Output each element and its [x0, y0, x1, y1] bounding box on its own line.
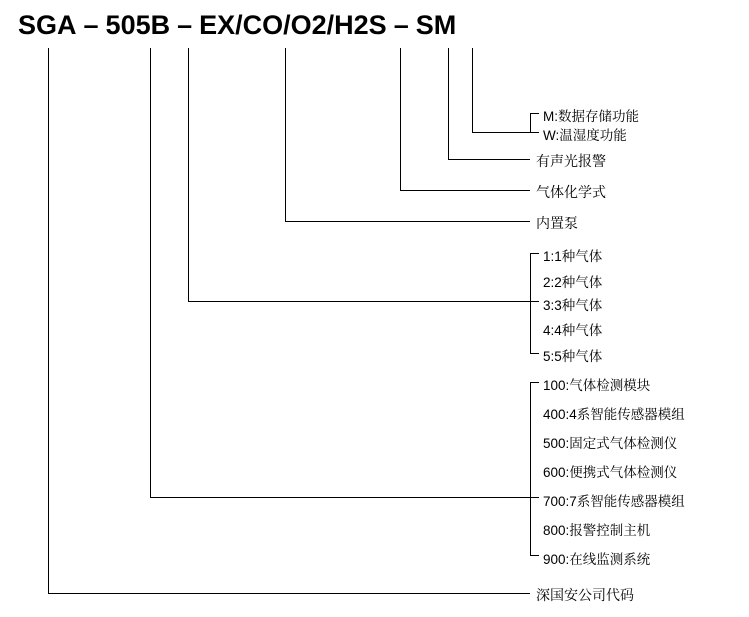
bracket-tick-series-700 [530, 497, 539, 498]
label-internal-pump: 内置泵 [536, 215, 578, 231]
model-code-segment-gases: EX/CO/O2/H2S [199, 10, 387, 40]
bracket-tick-suffix-w [530, 132, 539, 133]
model-code-segment-series: 505B [105, 10, 171, 40]
leader-line-series [150, 48, 151, 497]
label-gas-count-4: 4:4种气体 [543, 323, 603, 338]
label-series-100: 100:气体检测模块 [543, 378, 651, 393]
bracket-suffix-options [530, 113, 531, 132]
leader-connector-gas-formula [400, 190, 530, 191]
leader-connector-internal-pump [285, 221, 530, 222]
leader-line-internal-pump [285, 48, 286, 221]
leader-line-suffix-alarm [448, 48, 449, 159]
label-series-500: 500:固定式气体检测仪 [543, 436, 678, 451]
bracket-series [530, 382, 531, 555]
label-gas-count-1: 1:1种气体 [543, 249, 603, 264]
label-gas-chemical-formula: 气体化学式 [536, 184, 606, 200]
leader-connector-company-code [48, 593, 530, 594]
label-suffix-option-w: W:温湿度功能 [543, 128, 627, 143]
leader-connector-suffix-options [472, 132, 530, 133]
label-audible-visual-alarm: 有声光报警 [536, 153, 606, 169]
bracket-tick-gas-3 [530, 301, 539, 302]
label-series-800: 800:报警控制主机 [543, 523, 651, 538]
model-code-separator-3: – [393, 10, 409, 40]
label-series-900: 900:在线监测系统 [543, 552, 651, 567]
leader-line-gas-count [188, 48, 189, 301]
label-gas-count-5: 5:5种气体 [543, 349, 603, 364]
label-series-400: 400:4系智能传感器模组 [543, 407, 685, 422]
bracket-tick-series-900 [530, 555, 539, 556]
bracket-tick-gas-1 [530, 253, 539, 254]
model-code-segment-sga: SGA [18, 10, 77, 40]
model-code-separator-2: – [177, 10, 193, 40]
label-series-700: 700:7系智能传感器模组 [543, 494, 685, 509]
leader-line-company-code [48, 48, 49, 593]
model-code [18, 10, 456, 41]
bracket-tick-gas-5 [530, 353, 539, 354]
label-gas-count-2: 2:2种气体 [543, 275, 603, 290]
bracket-tick-series-100 [530, 382, 539, 383]
leader-line-gas-formula [400, 48, 401, 190]
label-series-600: 600:便携式气体检测仪 [543, 465, 678, 480]
label-company-code: 深国安公司代码 [536, 587, 634, 603]
bracket-tick-suffix-m [530, 113, 539, 114]
model-code-separator-1: – [83, 10, 99, 40]
bracket-gas-count [530, 253, 531, 353]
leader-connector-suffix-alarm [448, 159, 530, 160]
leader-line-suffix-options [472, 48, 473, 132]
leader-connector-gas-count [188, 301, 530, 302]
label-suffix-option-m: M:数据存储功能 [543, 109, 639, 124]
model-code-segment-suffix: SM [415, 10, 457, 40]
label-gas-count-3: 3:3种气体 [543, 298, 603, 313]
leader-connector-series [150, 497, 530, 498]
